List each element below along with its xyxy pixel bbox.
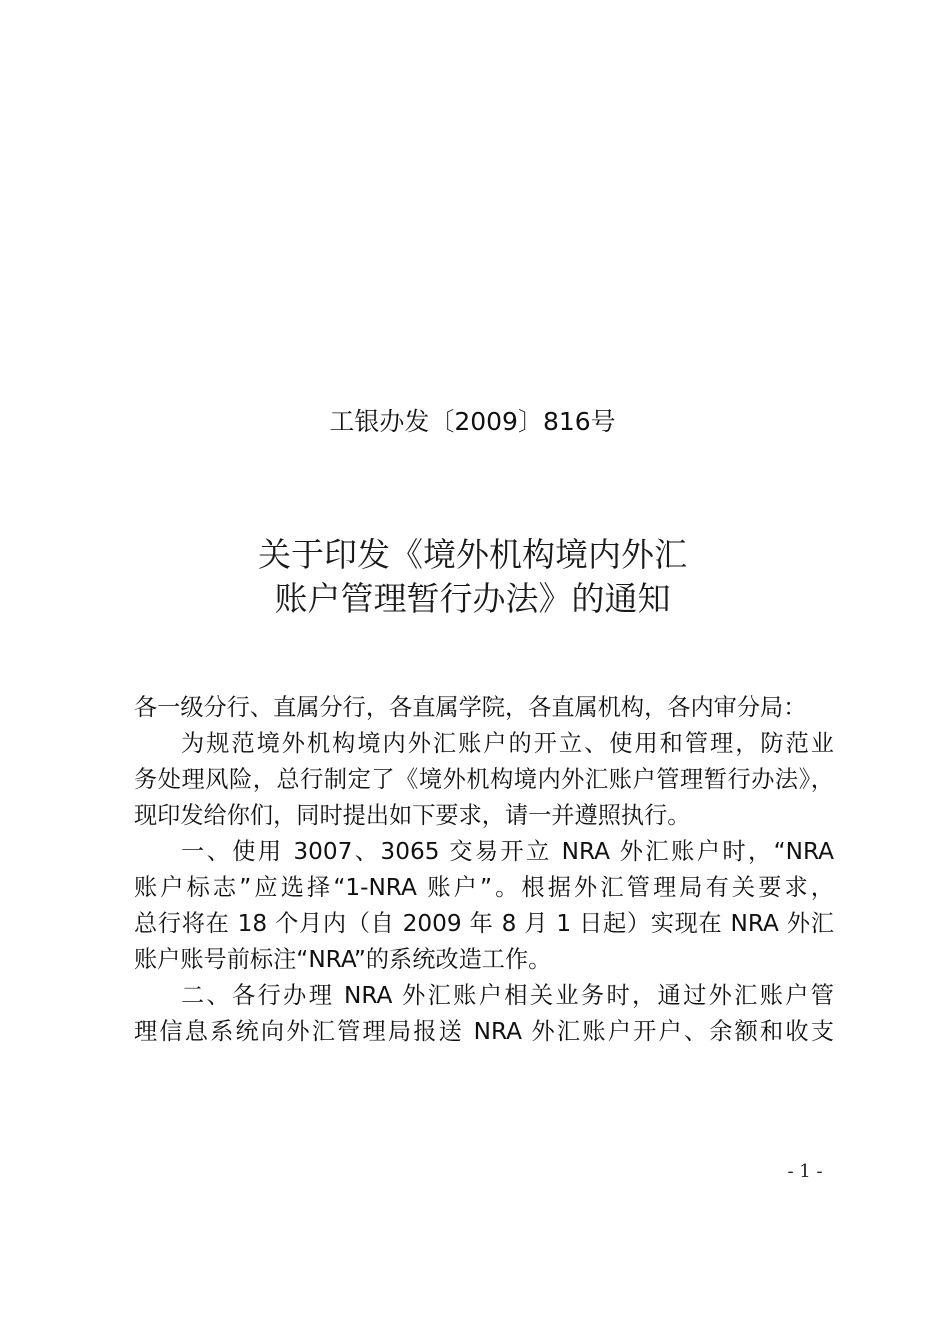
- page-number: - 1 -: [787, 1161, 823, 1182]
- addressee: 各一级分行、直属分行，各直属学院，各直属机构，各内审分局：: [134, 694, 807, 721]
- paragraph-line: 务处理风险，总行制定了《境外机构境内外汇账户管理暂行办法》，: [134, 766, 834, 793]
- paragraph-line: 现印发给你们，同时提出如下要求，请一并遵照执行。: [134, 802, 691, 829]
- document-number: 工银办发〔2009〕816号: [329, 407, 616, 436]
- document-body: [134, 690, 834, 1050]
- paragraph-2: [134, 834, 834, 978]
- paragraph-line: 二、各行办理 NRA 外汇账户相关业务时，通过外汇账户管: [181, 982, 834, 1009]
- title-line-1: 关于印发《境外机构境内外汇: [258, 535, 687, 574]
- paragraph-1: [134, 726, 834, 834]
- title-line-2: 账户管理暂行办法》的通知: [274, 579, 671, 618]
- paragraph-line: 理信息系统向外汇管理局报送 NRA 外汇账户开户、余额和收支: [134, 1018, 834, 1045]
- paragraph-line: 账户标志”应选择“1-NRA 账户”。根据外汇管理局有关要求，: [134, 874, 834, 901]
- paragraph-line: 为规范境外机构境内外汇账户的开立、使用和管理，防范业: [181, 730, 834, 757]
- document-title: [0, 533, 945, 621]
- paragraph-3: [134, 978, 834, 1050]
- paragraph-line: 账户账号前标注“NRA”的系统改造工作。: [134, 946, 552, 973]
- paragraph-line: 总行将在 18 个月内（自 2009 年 8 月 1 日起）实现在 NRA 外汇: [134, 910, 834, 937]
- paragraph-line: 一、使用 3007、3065 交易开立 NRA 外汇账户时，“NRA: [181, 838, 834, 865]
